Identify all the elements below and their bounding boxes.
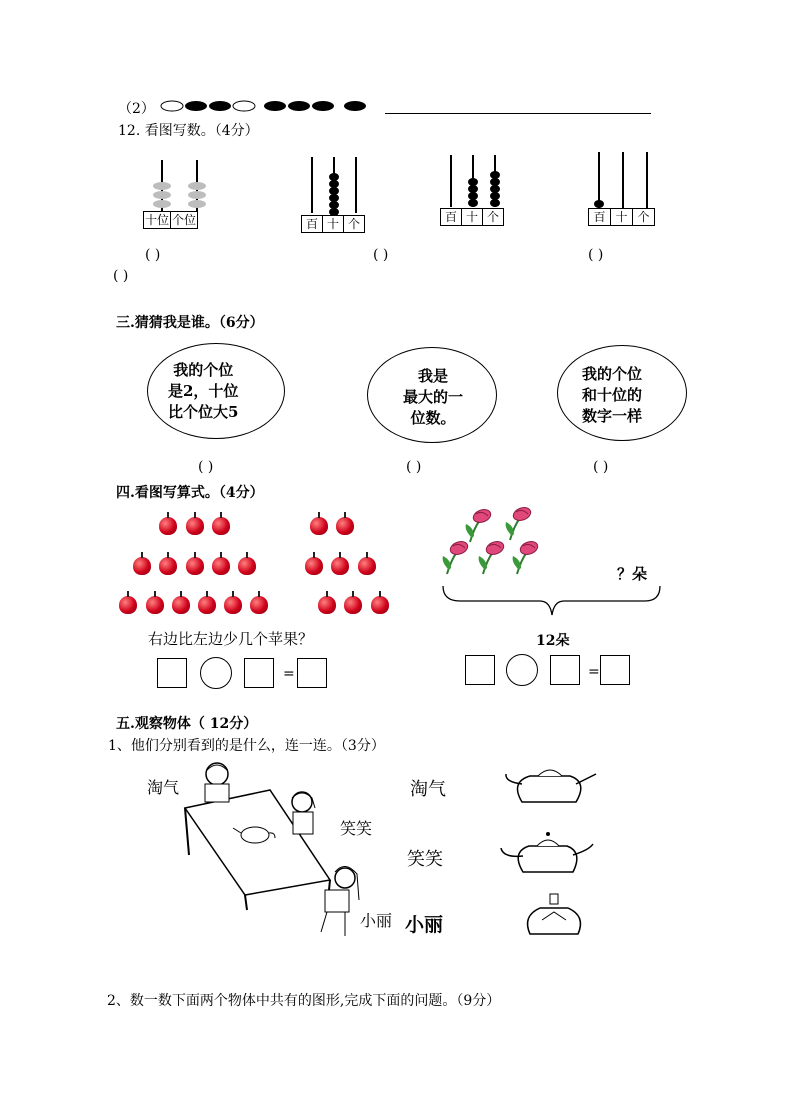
operator-circle[interactable]: [506, 654, 538, 686]
apple-icon: [212, 557, 230, 575]
answer-blank-1[interactable]: ( ): [145, 247, 161, 263]
brace: [440, 583, 665, 623]
answer-box[interactable]: [600, 655, 630, 685]
apple-icon: [371, 596, 389, 614]
label-xiaoxiao-scene: 笑笑: [340, 819, 373, 838]
section5-title: 五.观察物体（ 12分）: [116, 716, 258, 732]
operator-circle[interactable]: [200, 657, 232, 689]
apple-icon: [238, 557, 256, 575]
answer-box[interactable]: [244, 658, 274, 688]
place-hundreds: 百: [302, 216, 323, 232]
tulip-icon: [479, 539, 506, 574]
match-name-xiaoli[interactable]: 小丽: [405, 914, 444, 936]
teapot-view-2[interactable]: [497, 830, 597, 878]
abacus-2: [301, 157, 366, 237]
total-flowers-label: 12朵: [536, 633, 570, 649]
apple-icon: [212, 517, 230, 535]
riddle-text-1: 我的个位 是2，十位 比个位大5: [168, 361, 239, 421]
riddle-text-3: 我的个位 和十位的 数字一样: [582, 365, 643, 425]
apple-icon: [331, 557, 349, 575]
riddle-answer-1[interactable]: ( ): [198, 459, 214, 475]
apple-icon: [159, 557, 177, 575]
apple-icon: [224, 596, 242, 614]
equals-sign: =: [588, 664, 600, 680]
apple-icon: [358, 557, 376, 575]
place-tens: 十: [611, 209, 633, 225]
place-ones: 个: [347, 217, 360, 231]
riddle-answer-2[interactable]: ( ): [406, 459, 422, 475]
place-tens: 十: [462, 209, 483, 225]
apple-icon: [133, 557, 151, 575]
answer-box[interactable]: [465, 655, 495, 685]
part-label: （2）: [118, 101, 155, 117]
table-scene-illustration: [145, 760, 385, 945]
place-hundreds: 百: [441, 209, 462, 225]
apple-icon: [344, 596, 362, 614]
match-name-xiaoxiao[interactable]: 笑笑: [407, 849, 443, 870]
teapot-view-3[interactable]: [520, 890, 590, 940]
section3-title: 三.猜猜我是谁。（6分）: [116, 315, 264, 331]
place-ones: 个: [637, 210, 650, 224]
apple-icon: [146, 596, 164, 614]
abacus-4: [588, 152, 658, 230]
place-ones: 个: [486, 210, 499, 224]
tulip-group: [425, 500, 575, 585]
oval-sequence: [160, 99, 375, 113]
apple-icon: [159, 517, 177, 535]
abacus-3: [440, 155, 505, 230]
answer-blank-2[interactable]: ( ): [373, 247, 389, 263]
section4-title: 四.看图写算式。（4分）: [116, 485, 264, 501]
apple-icon: [310, 517, 328, 535]
tulip-icon: [443, 539, 470, 574]
apple-icon: [336, 517, 354, 535]
riddle-answer-3[interactable]: ( ): [593, 459, 609, 475]
apple-question: 右边比左边少几个苹果？: [148, 630, 314, 648]
answer-blank-3[interactable]: ( ): [588, 247, 604, 263]
label-taoqi-scene: 淘气: [147, 778, 180, 797]
match-name-taoqi[interactable]: 淘气: [410, 779, 446, 800]
apple-icon: [250, 596, 268, 614]
answer-box[interactable]: [157, 658, 187, 688]
apple-icon: [318, 596, 336, 614]
answer-box[interactable]: [550, 655, 580, 685]
answer-line[interactable]: [385, 113, 651, 114]
apple-icon: [119, 596, 137, 614]
tulip-icon: [506, 505, 533, 540]
answer-box[interactable]: [297, 658, 327, 688]
place-ones: 个位: [172, 213, 197, 227]
apple-icon: [305, 557, 323, 575]
place-hundreds: 百: [589, 209, 611, 225]
abacus-1: [143, 160, 218, 230]
place-tens: 十位: [145, 213, 170, 227]
apple-icon: [186, 517, 204, 535]
riddle-text-2: 我是 最大的一 位数。: [402, 367, 463, 427]
unknown-flowers-label: ？朵: [617, 565, 648, 583]
tulip-icon: [513, 539, 540, 574]
teapot-view-1[interactable]: [500, 762, 600, 807]
apple-icon: [198, 596, 216, 614]
q12-title: 12. 看图写数。（4分）: [118, 123, 259, 139]
tulip-icon: [466, 507, 493, 542]
equals-sign: =: [283, 666, 295, 682]
apple-icon: [172, 596, 190, 614]
section5-q2: 2、数一数下面两个物体中共有的图形,完成下面的问题。（9分）: [107, 993, 501, 1009]
answer-blank-4[interactable]: ( ): [113, 268, 129, 284]
apple-icon: [186, 557, 204, 575]
section5-q1: 1、他们分别看到的是什么，连一连。（3分）: [108, 738, 385, 754]
label-xiaoli-scene: 小丽: [360, 911, 393, 930]
place-tens: 十: [323, 216, 344, 232]
